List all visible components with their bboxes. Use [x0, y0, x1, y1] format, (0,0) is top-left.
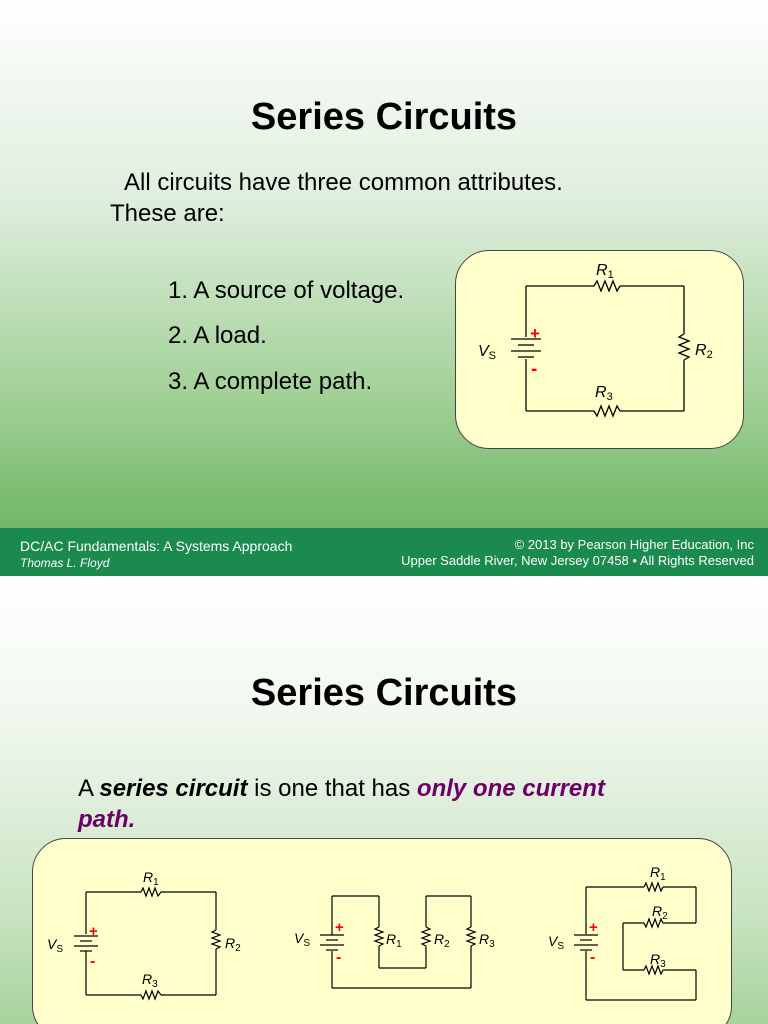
circuit-c-plus: + — [589, 919, 598, 936]
circuit-b-source-label: $V_S$ — [294, 930, 311, 949]
circuit-c-r3-label: $R_3$ — [650, 951, 666, 970]
circuit-a-r2-label: $R_2$ — [225, 935, 241, 954]
series-circuit-variants — [33, 839, 731, 1024]
def-mid: is one that has — [247, 775, 417, 802]
list-item-path: 3. A complete path. — [168, 368, 373, 395]
circuit-a-r3-label: $R_3$ — [142, 971, 158, 990]
footer-copyright: © 2013 by Pearson Higher Education, Inc — [514, 537, 754, 552]
circuit-c-labels — [548, 864, 668, 970]
source-label: VS — [478, 343, 497, 362]
circuit-a-plus: + — [89, 923, 98, 940]
page-title-2: Series Circuits — [250, 672, 518, 714]
r3-label: R3 — [595, 384, 613, 403]
circuit-b-minus: - — [336, 949, 342, 966]
footer-bar — [0, 528, 768, 576]
page-title: Series Circuits — [250, 96, 518, 138]
r1-label: R1 — [596, 262, 614, 281]
circuit-panel — [455, 250, 744, 449]
def-keyword: series circuit — [99, 775, 248, 802]
circuit-c-r2-label: $R_2$ — [652, 903, 668, 922]
intro-text-line1: All circuits have three common attributes. — [124, 169, 563, 196]
circuit-a-r1-label: $R_1$ — [143, 869, 159, 888]
circuit-c-r1-label: $R_1$ — [650, 864, 666, 883]
r2-label: R2 — [695, 342, 713, 361]
minus-sign: - — [531, 359, 538, 380]
intro-text-line2: These are: — [110, 200, 225, 227]
footer-book-title: DC/AC Fundamentals: A Systems Approach — [20, 538, 293, 554]
circuit-panel-2 — [32, 838, 732, 1024]
slide-2 — [0, 576, 768, 1024]
circuit-a-labels — [47, 869, 241, 990]
list-item-source: 1. A source of voltage. — [168, 277, 405, 304]
def-emphasis-1: only one current — [416, 775, 605, 802]
footer-address: Upper Saddle River, New Jersey 07458 • All Rights Reserved — [401, 553, 754, 568]
circuit-b-labels — [294, 919, 495, 966]
circuit-c-source-label: $V_S$ — [548, 933, 565, 952]
def-emphasis-2: path. — [78, 806, 136, 833]
circuit-a-minus: - — [90, 953, 96, 970]
definition-text — [78, 773, 605, 835]
circuit-b-r1-label: $R_1$ — [386, 931, 402, 950]
circuit-a-source-label: $V_S$ — [47, 936, 64, 955]
plus-sign: + — [530, 324, 540, 343]
circuit-b-r2-label: $R_2$ — [434, 931, 450, 950]
series-circuit-diagram — [456, 251, 743, 448]
circuit-b-r3-label: $R_3$ — [479, 931, 495, 950]
footer-author: Thomas L. Floyd — [20, 556, 110, 570]
circuit-b-plus: + — [335, 919, 344, 936]
def-a: A — [78, 775, 100, 802]
list-item-load: 2. A load. — [168, 322, 267, 349]
circuit-c-minus: - — [590, 949, 596, 966]
